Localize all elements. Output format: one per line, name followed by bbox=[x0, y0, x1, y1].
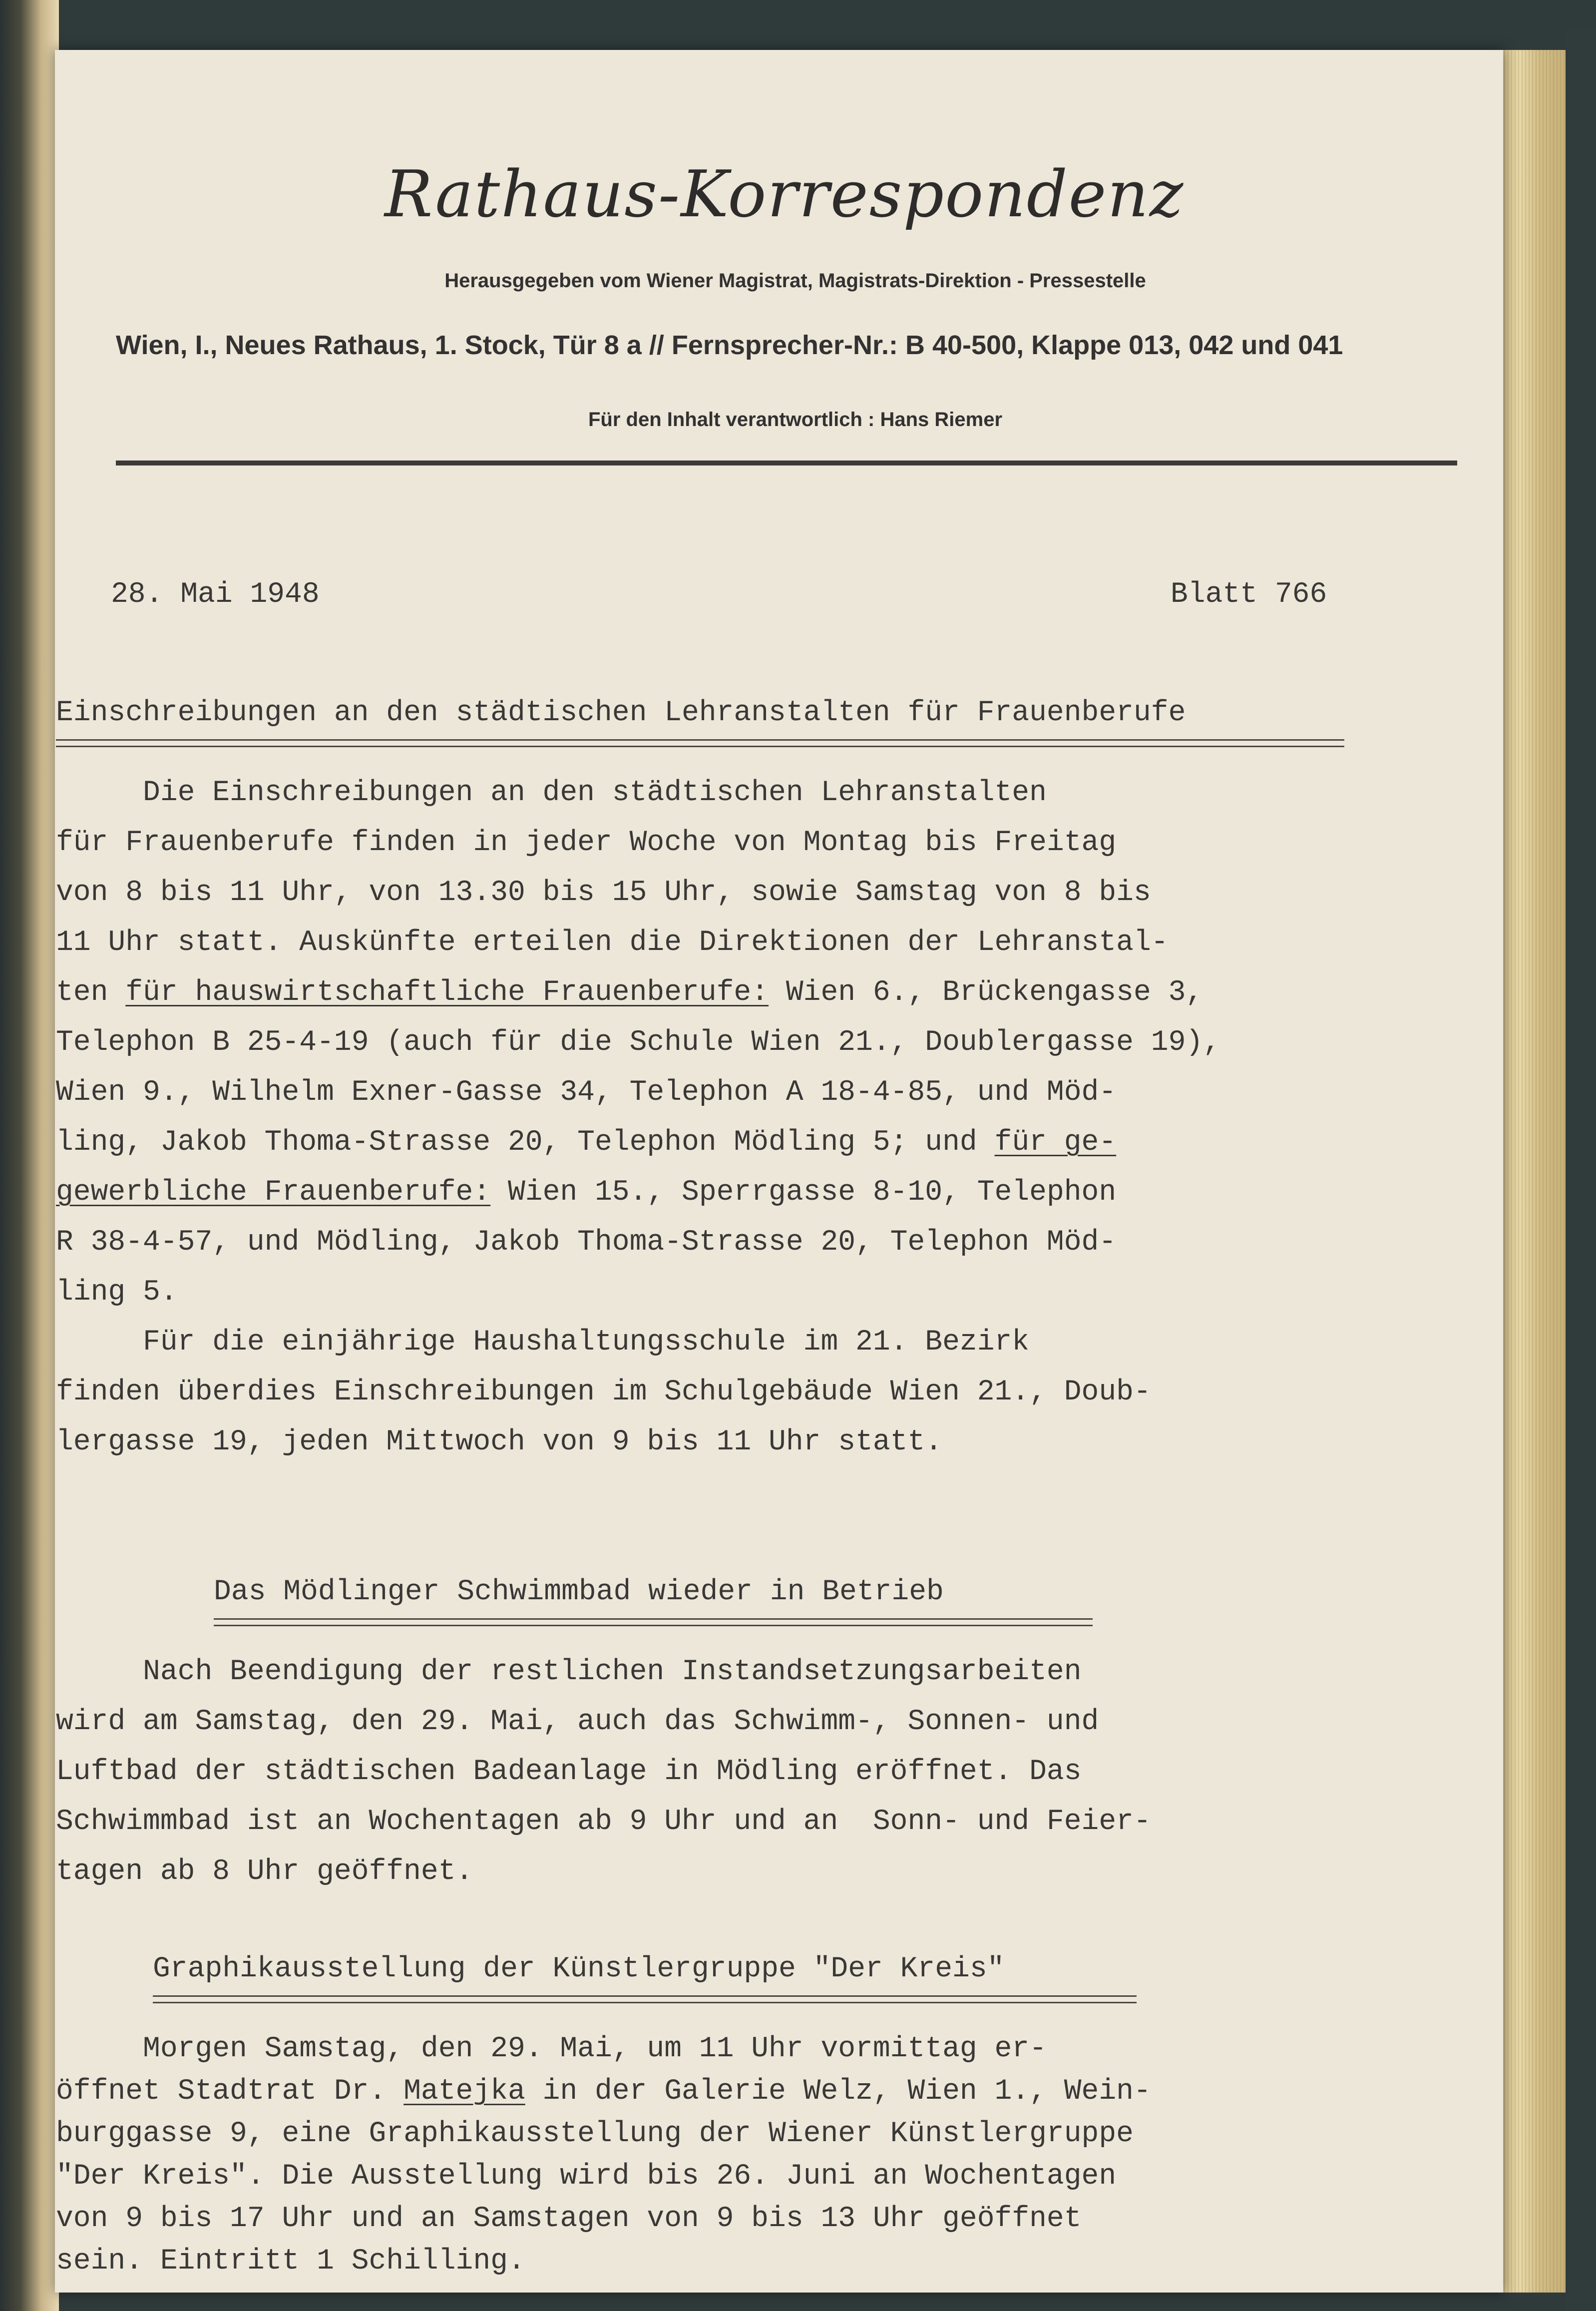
line-segment: ling, Jakob Thoma-Strasse 20, Telephon Mödling 5; und bbox=[56, 1126, 995, 1159]
article-line: R 38-4-57, und Mödling, Jakob Thoma-Strasse 20, Telephon Möd- bbox=[56, 1226, 1117, 1259]
book-binding-left bbox=[0, 0, 59, 2311]
article-line: Telephon B 25-4-19 (auch für die Schule Wien 21., Doublergasse 19), bbox=[56, 1026, 1220, 1059]
article-heading: Das Mödlinger Schwimmbad wieder in Betrieb bbox=[214, 1576, 944, 1608]
article-line: 11 Uhr statt. Auskünfte erteilen die Direktionen der Lehranstal- bbox=[56, 926, 1169, 959]
article-line: tagen ab 8 Uhr geöffnet. bbox=[56, 1855, 473, 1888]
heading-double-underline bbox=[56, 739, 1344, 747]
sheet-number: Blatt 766 bbox=[1171, 578, 1327, 611]
line-segment: in der Galerie Welz, Wien 1., Wein- bbox=[525, 2075, 1151, 2108]
article-line: wird am Samstag, den 29. Mai, auch das Schwimm-, Sonnen- und bbox=[56, 1706, 1099, 1738]
article-line: Schwimmbad ist an Wochentagen ab 9 Uhr und an Sonn- und Feier- bbox=[56, 1806, 1151, 1838]
article-line bbox=[56, 1126, 1116, 1159]
article-line: von 8 bis 11 Uhr, von 13.30 bis 15 Uhr, sowie Samstag von 8 bis bbox=[56, 877, 1151, 909]
article-line: Morgen Samstag, den 29. Mai, um 11 Uhr vormittag er- bbox=[56, 2033, 1047, 2065]
underlined-phrase: für hauswirtschaftliche Frauenberufe: bbox=[125, 976, 769, 1009]
article-line bbox=[56, 2075, 1151, 2108]
page-stack-edge bbox=[1501, 50, 1566, 2293]
publisher-line: Herausgegeben vom Wiener Magistrat, Magistrats-Direktion - Pressestelle bbox=[444, 270, 1146, 292]
document-page bbox=[55, 50, 1503, 2293]
article-line: Für die einjährige Haushaltungsschule im 21. Bezirk bbox=[56, 1326, 1030, 1359]
article-line: sein. Eintritt 1 Schilling. bbox=[56, 2245, 525, 2278]
underlined-phrase: für ge- bbox=[994, 1126, 1117, 1159]
article-line: Die Einschreibungen an den städtischen Lehranstalten bbox=[56, 777, 1047, 809]
article-line: "Der Kreis". Die Ausstellung wird bis 26. Juni an Wochentagen bbox=[56, 2160, 1117, 2193]
book-cover-right bbox=[1566, 30, 1596, 2311]
article-line bbox=[56, 976, 1203, 1009]
issue-date: 28. Mai 1948 bbox=[111, 578, 320, 611]
article-line: finden überdies Einschreibungen im Schulgebäude Wien 21., Doub- bbox=[56, 1376, 1151, 1408]
article-line: ling 5. bbox=[56, 1276, 178, 1309]
masthead-title: Rathaus-Korrespondenz bbox=[385, 157, 1185, 232]
article-line: burggasse 9, eine Graphikausstellung der Wiener Künstlergruppe bbox=[56, 2118, 1134, 2150]
line-segment: ten bbox=[56, 976, 126, 1009]
article-line: für Frauenberufe finden in jeder Woche von Montag bis Freitag bbox=[56, 827, 1117, 859]
line-segment: öffnet Stadtrat Dr. bbox=[56, 2075, 404, 2108]
masthead-rule bbox=[116, 461, 1457, 465]
article-line bbox=[56, 1176, 1116, 1209]
underlined-name: Matejka bbox=[403, 2075, 525, 2108]
line-segment: Wien 15., Sperrgasse 8-10, Telephon bbox=[490, 1176, 1117, 1209]
line-segment: Wien 6., Brückengasse 3, bbox=[769, 976, 1203, 1009]
heading-double-underline bbox=[153, 1995, 1137, 2003]
article-line: Nach Beendigung der restlichen Instandsetzungsarbeiten bbox=[56, 1656, 1082, 1688]
article-line: Luftbad der städtischen Badeanlage in Mödling eröffnet. Das bbox=[56, 1756, 1082, 1788]
article-heading: Einschreibungen an den städtischen Lehranstalten für Frauenberufe bbox=[56, 697, 1186, 729]
responsible-line: Für den Inhalt verantwortlich : Hans Riemer bbox=[588, 409, 1003, 431]
underlined-phrase: gewerbliche Frauenberufe: bbox=[56, 1176, 491, 1209]
address-line: Wien, I., Neues Rathaus, 1. Stock, Tür 8 a // Fernsprecher-Nr.: B 40-500, Klappe 013, 042 und 041 bbox=[116, 330, 1343, 360]
article-line: Wien 9., Wilhelm Exner-Gasse 34, Telephon A 18-4-85, und Möd- bbox=[56, 1076, 1117, 1109]
article-line: von 9 bis 17 Uhr und an Samstagen von 9 bis 13 Uhr geöffnet bbox=[56, 2203, 1082, 2235]
article-heading: Graphikausstellung der Künstlergruppe "Der Kreis" bbox=[153, 1953, 1005, 1985]
article-line: lergasse 19, jeden Mittwoch von 9 bis 11 Uhr statt. bbox=[56, 1426, 943, 1458]
heading-double-underline bbox=[214, 1618, 1093, 1626]
